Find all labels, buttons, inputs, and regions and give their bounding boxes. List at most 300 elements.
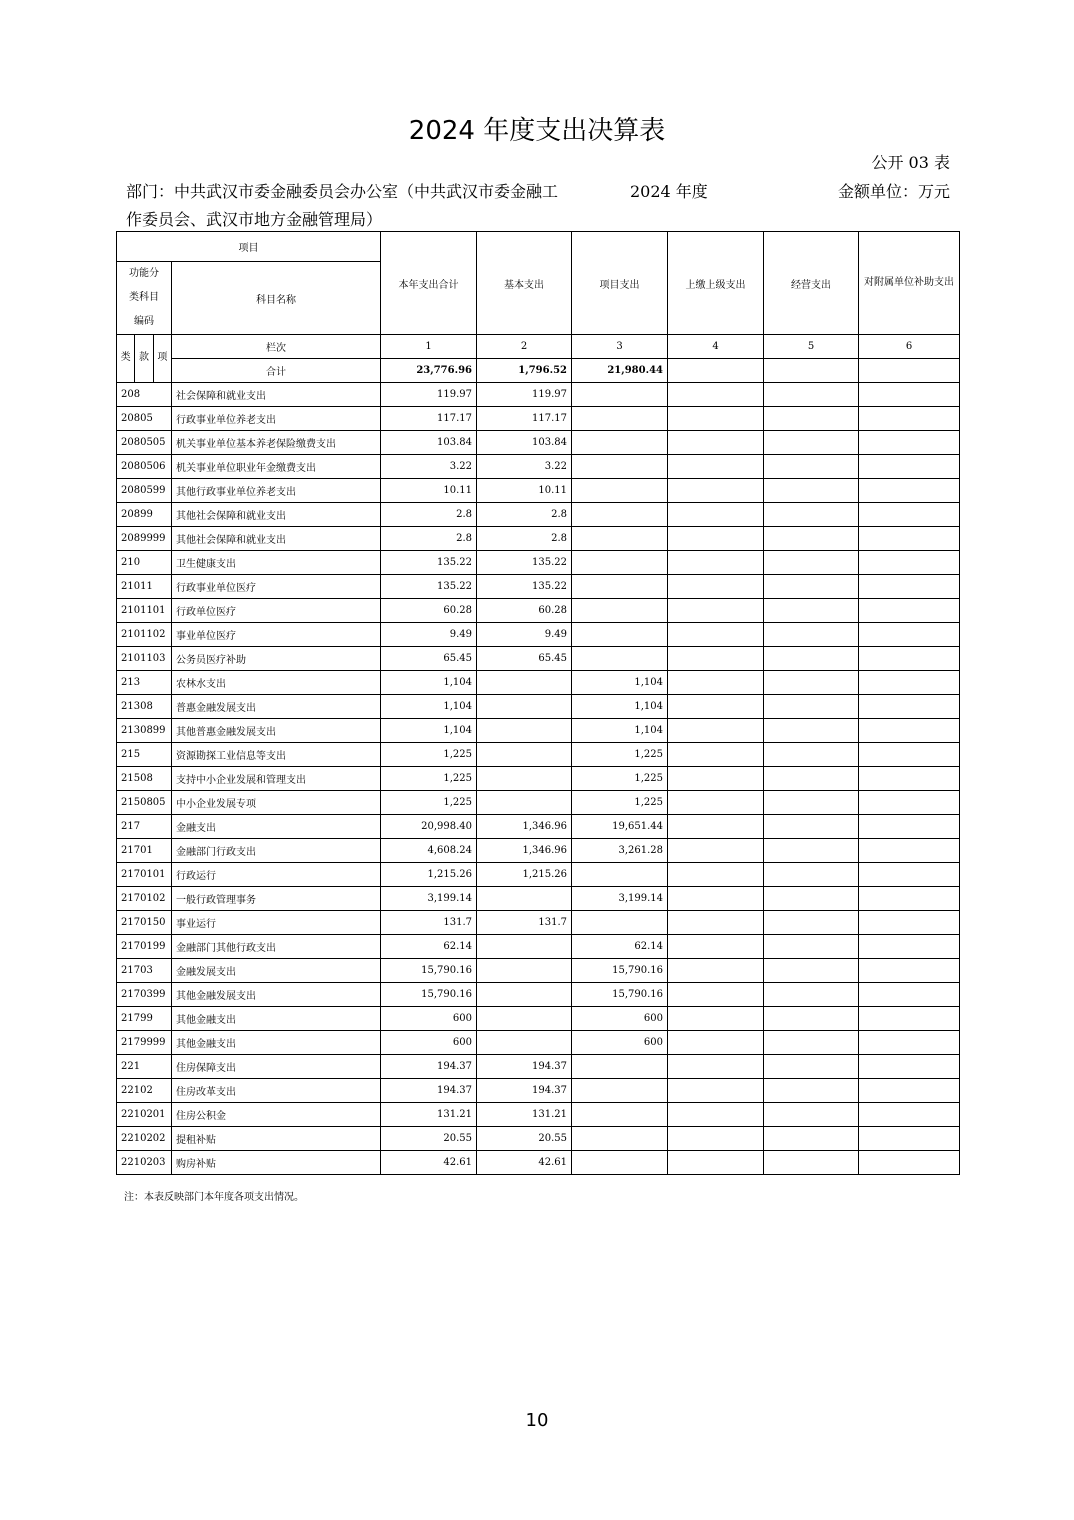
table-row — [117, 671, 960, 695]
row-project — [572, 527, 668, 551]
row-upper — [668, 383, 764, 407]
row-subsidy — [859, 863, 960, 887]
row-name: 其他金融支出 — [172, 1007, 381, 1031]
row-business — [764, 1103, 859, 1127]
row-code: 2089999 — [117, 527, 172, 551]
row-name: 支持中小企业发展和管理支出 — [172, 767, 381, 791]
row-code: 21308 — [117, 695, 172, 719]
row-basic: 135.22 — [477, 551, 572, 575]
row-business — [764, 1055, 859, 1079]
row-total: 2.8 — [381, 527, 477, 551]
row-project — [572, 551, 668, 575]
item-header: 项目 — [117, 232, 381, 262]
row-project: 19,651.44 — [572, 815, 668, 839]
row-total: 1,104 — [381, 671, 477, 695]
table-row — [117, 1055, 960, 1079]
row-basic: 20.55 — [477, 1127, 572, 1151]
row-project — [572, 1127, 668, 1151]
row-subsidy — [859, 911, 960, 935]
row-basic: 194.37 — [477, 1079, 572, 1103]
row-total: 600 — [381, 1031, 477, 1055]
row-subsidy — [859, 599, 960, 623]
row-total: 194.37 — [381, 1055, 477, 1079]
row-subsidy — [859, 671, 960, 695]
row-total: 600 — [381, 1007, 477, 1031]
row-project — [572, 623, 668, 647]
row-subsidy — [859, 623, 960, 647]
table-row — [117, 407, 960, 431]
row-total: 135.22 — [381, 551, 477, 575]
row-business — [764, 863, 859, 887]
row-total: 3,199.14 — [381, 887, 477, 911]
row-code: 2150805 — [117, 791, 172, 815]
row-subsidy — [859, 383, 960, 407]
row-basic: 119.97 — [477, 383, 572, 407]
row-upper — [668, 599, 764, 623]
table-row — [117, 695, 960, 719]
row-name: 住房改革支出 — [172, 1079, 381, 1103]
table-row — [117, 455, 960, 479]
row-total: 9.49 — [381, 623, 477, 647]
row-project — [572, 911, 668, 935]
row-upper — [668, 455, 764, 479]
row-total: 15,790.16 — [381, 959, 477, 983]
row-subsidy — [859, 575, 960, 599]
row-total: 10.11 — [381, 479, 477, 503]
row-upper — [668, 911, 764, 935]
row-basic — [477, 983, 572, 1007]
row-code: 2179999 — [117, 1031, 172, 1055]
row-basic — [477, 1031, 572, 1055]
row-basic: 194.37 — [477, 1055, 572, 1079]
row-name: 其他社会保障和就业支出 — [172, 503, 381, 527]
row-total: 119.97 — [381, 383, 477, 407]
row-subsidy — [859, 1079, 960, 1103]
row-project: 600 — [572, 1007, 668, 1031]
row-basic: 135.22 — [477, 575, 572, 599]
row-basic: 10.11 — [477, 479, 572, 503]
col-no-6: 6 — [859, 335, 960, 359]
row-basic: 2.8 — [477, 527, 572, 551]
expenditure-table-wrapper — [116, 231, 960, 1175]
row-name: 卫生健康支出 — [172, 551, 381, 575]
table-row — [117, 935, 960, 959]
table-number: 公开 03 表 — [871, 153, 950, 172]
row-code: 2170150 — [117, 911, 172, 935]
row-subsidy — [859, 407, 960, 431]
row-basic: 3.22 — [477, 455, 572, 479]
row-subsidy — [859, 503, 960, 527]
row-subsidy — [859, 1127, 960, 1151]
row-code: 2080505 — [117, 431, 172, 455]
row-name: 住房公积金 — [172, 1103, 381, 1127]
row-name: 社会保障和就业支出 — [172, 383, 381, 407]
page-title: 2024 年度支出决算表 — [408, 116, 666, 146]
row-project — [572, 431, 668, 455]
row-upper — [668, 863, 764, 887]
row-total: 1,225 — [381, 767, 477, 791]
row-name: 行政事业单位养老支出 — [172, 407, 381, 431]
row-project — [572, 455, 668, 479]
row-subsidy — [859, 887, 960, 911]
row-project: 1,225 — [572, 791, 668, 815]
row-business — [764, 407, 859, 431]
department-label: 部门：中共武汉市委金融委员会办公室（中共武汉市委金融工作委员会、武汉市地方金融管理局） — [126, 182, 559, 229]
row-total: 1,225 — [381, 791, 477, 815]
lei-kuan-xiang-header — [117, 335, 172, 383]
row-subsidy — [859, 767, 960, 791]
row-name: 行政运行 — [172, 863, 381, 887]
table-row — [117, 623, 960, 647]
row-name: 机关事业单位基本养老保险缴费支出 — [172, 431, 381, 455]
row-upper — [668, 719, 764, 743]
row-name: 一般行政管理事务 — [172, 887, 381, 911]
row-subsidy — [859, 455, 960, 479]
row-code: 2101101 — [117, 599, 172, 623]
total-project: 21,980.44 — [572, 359, 668, 383]
row-total: 1,104 — [381, 695, 477, 719]
row-upper — [668, 743, 764, 767]
row-project — [572, 503, 668, 527]
row-subsidy — [859, 647, 960, 671]
table-row — [117, 911, 960, 935]
row-code: 20899 — [117, 503, 172, 527]
fiscal-year: 2024 年度 — [630, 182, 708, 201]
total-subsidy — [859, 359, 960, 383]
row-total: 4,608.24 — [381, 839, 477, 863]
row-upper — [668, 647, 764, 671]
total-upper — [668, 359, 764, 383]
row-business — [764, 1127, 859, 1151]
table-row — [117, 863, 960, 887]
row-total: 20,998.40 — [381, 815, 477, 839]
row-business — [764, 1031, 859, 1055]
row-basic — [477, 767, 572, 791]
row-upper — [668, 1079, 764, 1103]
table-row — [117, 983, 960, 1007]
row-subsidy — [859, 1151, 960, 1175]
row-total: 1,215.26 — [381, 863, 477, 887]
lei-label: 类 — [117, 335, 135, 382]
row-business — [764, 599, 859, 623]
row-upper — [668, 1007, 764, 1031]
table-row — [117, 887, 960, 911]
row-code: 2210203 — [117, 1151, 172, 1175]
row-code: 2210202 — [117, 1127, 172, 1151]
row-upper — [668, 959, 764, 983]
row-total: 65.45 — [381, 647, 477, 671]
row-basic: 117.17 — [477, 407, 572, 431]
table-row — [117, 527, 960, 551]
row-upper — [668, 671, 764, 695]
row-total: 117.17 — [381, 407, 477, 431]
row-upper — [668, 815, 764, 839]
amount-unit: 金额单位：万元 — [837, 182, 950, 201]
row-subsidy — [859, 935, 960, 959]
row-project — [572, 863, 668, 887]
row-code: 2170399 — [117, 983, 172, 1007]
table-row — [117, 791, 960, 815]
row-upper — [668, 479, 764, 503]
row-basic: 2.8 — [477, 503, 572, 527]
table-row — [117, 1079, 960, 1103]
table-row — [117, 719, 960, 743]
row-code: 2210201 — [117, 1103, 172, 1127]
row-business — [764, 887, 859, 911]
table-row — [117, 383, 960, 407]
row-code: 2170199 — [117, 935, 172, 959]
row-name: 事业运行 — [172, 911, 381, 935]
row-project — [572, 599, 668, 623]
row-subsidy — [859, 959, 960, 983]
row-business — [764, 527, 859, 551]
row-name: 其他行政事业单位养老支出 — [172, 479, 381, 503]
row-upper — [668, 839, 764, 863]
total-business — [764, 359, 859, 383]
row-code: 2101103 — [117, 647, 172, 671]
row-business — [764, 983, 859, 1007]
expenditure-table — [116, 231, 960, 1175]
row-project: 15,790.16 — [572, 983, 668, 1007]
row-upper — [668, 1103, 764, 1127]
table-row — [117, 767, 960, 791]
row-upper — [668, 1055, 764, 1079]
row-upper — [668, 791, 764, 815]
row-basic: 131.21 — [477, 1103, 572, 1127]
row-total: 60.28 — [381, 599, 477, 623]
row-business — [764, 551, 859, 575]
row-subsidy — [859, 815, 960, 839]
row-project: 1,225 — [572, 743, 668, 767]
row-name: 其他普惠金融发展支出 — [172, 719, 381, 743]
row-name: 其他金融支出 — [172, 1031, 381, 1055]
table-row — [117, 815, 960, 839]
row-code: 2170101 — [117, 863, 172, 887]
table-row — [117, 575, 960, 599]
row-upper — [668, 1127, 764, 1151]
row-upper — [668, 983, 764, 1007]
table-row — [117, 1151, 960, 1175]
subject-name-header: 科目名称 — [172, 262, 381, 335]
row-basic — [477, 791, 572, 815]
row-business — [764, 383, 859, 407]
row-subsidy — [859, 719, 960, 743]
row-subsidy — [859, 1055, 960, 1079]
row-name: 其他社会保障和就业支出 — [172, 527, 381, 551]
row-basic — [477, 695, 572, 719]
col-business-header: 经营支出 — [764, 232, 859, 335]
row-project — [572, 1151, 668, 1175]
table-row — [117, 599, 960, 623]
row-business — [764, 479, 859, 503]
row-total: 42.61 — [381, 1151, 477, 1175]
row-business — [764, 1079, 859, 1103]
row-name: 公务员医疗补助 — [172, 647, 381, 671]
row-basic: 1,346.96 — [477, 839, 572, 863]
row-total: 62.14 — [381, 935, 477, 959]
row-code: 2080599 — [117, 479, 172, 503]
total-all: 23,776.96 — [381, 359, 477, 383]
total-basic: 1,796.52 — [477, 359, 572, 383]
row-subsidy — [859, 791, 960, 815]
row-name: 机关事业单位职业年金缴费支出 — [172, 455, 381, 479]
col-subsidy-header: 对附属单位补助支出 — [859, 232, 960, 335]
row-subsidy — [859, 839, 960, 863]
row-basic: 9.49 — [477, 623, 572, 647]
row-project: 1,104 — [572, 671, 668, 695]
row-basic: 131.7 — [477, 911, 572, 935]
row-upper — [668, 503, 764, 527]
row-upper — [668, 623, 764, 647]
row-project — [572, 479, 668, 503]
row-name: 提租补贴 — [172, 1127, 381, 1151]
row-basic — [477, 719, 572, 743]
row-code: 210 — [117, 551, 172, 575]
row-upper — [668, 935, 764, 959]
row-basic — [477, 887, 572, 911]
row-business — [764, 455, 859, 479]
row-name: 中小企业发展专项 — [172, 791, 381, 815]
col-project-header: 项目支出 — [572, 232, 668, 335]
row-name: 金融发展支出 — [172, 959, 381, 983]
row-total: 2.8 — [381, 503, 477, 527]
row-code: 217 — [117, 815, 172, 839]
row-project: 600 — [572, 1031, 668, 1055]
row-project — [572, 407, 668, 431]
row-project: 1,225 — [572, 767, 668, 791]
row-business — [764, 503, 859, 527]
row-name: 普惠金融发展支出 — [172, 695, 381, 719]
col-no-5: 5 — [764, 335, 859, 359]
row-name: 行政事业单位医疗 — [172, 575, 381, 599]
total-label: 合计 — [172, 359, 381, 383]
row-upper — [668, 695, 764, 719]
col-upper-header: 上缴上级支出 — [668, 232, 764, 335]
col-no-3: 3 — [572, 335, 668, 359]
row-basic — [477, 743, 572, 767]
row-project: 3,199.14 — [572, 887, 668, 911]
row-project — [572, 383, 668, 407]
row-basic: 42.61 — [477, 1151, 572, 1175]
row-business — [764, 935, 859, 959]
table-row — [117, 1031, 960, 1055]
row-name: 行政单位医疗 — [172, 599, 381, 623]
row-total: 15,790.16 — [381, 983, 477, 1007]
row-upper — [668, 575, 764, 599]
row-upper — [668, 1031, 764, 1055]
row-subsidy — [859, 983, 960, 1007]
row-subsidy — [859, 431, 960, 455]
row-business — [764, 695, 859, 719]
row-business — [764, 671, 859, 695]
table-row — [117, 743, 960, 767]
row-business — [764, 791, 859, 815]
row-project — [572, 1055, 668, 1079]
row-project — [572, 575, 668, 599]
row-name: 农林水支出 — [172, 671, 381, 695]
row-project — [572, 1079, 668, 1103]
row-code: 21011 — [117, 575, 172, 599]
row-business — [764, 719, 859, 743]
row-project: 1,104 — [572, 695, 668, 719]
kuan-label: 款 — [135, 335, 153, 382]
row-total: 1,225 — [381, 743, 477, 767]
row-code: 21701 — [117, 839, 172, 863]
page-number: 10 — [525, 1410, 549, 1431]
row-business — [764, 647, 859, 671]
row-code: 21799 — [117, 1007, 172, 1031]
row-project: 15,790.16 — [572, 959, 668, 983]
row-subsidy — [859, 1007, 960, 1031]
row-subsidy — [859, 1103, 960, 1127]
row-project: 62.14 — [572, 935, 668, 959]
col-no-4: 4 — [668, 335, 764, 359]
table-row — [117, 431, 960, 455]
row-upper — [668, 527, 764, 551]
row-basic: 103.84 — [477, 431, 572, 455]
row-subsidy — [859, 695, 960, 719]
row-business — [764, 431, 859, 455]
row-upper — [668, 767, 764, 791]
func-code-header: 功能分类科目编码 — [117, 262, 172, 335]
row-business — [764, 1151, 859, 1175]
row-total: 1,104 — [381, 719, 477, 743]
row-name: 购房补贴 — [172, 1151, 381, 1175]
table-row — [117, 959, 960, 983]
row-business — [764, 623, 859, 647]
row-upper — [668, 551, 764, 575]
row-total: 20.55 — [381, 1127, 477, 1151]
row-subsidy — [859, 551, 960, 575]
row-project — [572, 1103, 668, 1127]
row-total: 3.22 — [381, 455, 477, 479]
row-business — [764, 839, 859, 863]
row-code: 215 — [117, 743, 172, 767]
col-basic-header: 基本支出 — [477, 232, 572, 335]
row-code: 221 — [117, 1055, 172, 1079]
row-name: 事业单位医疗 — [172, 623, 381, 647]
row-business — [764, 911, 859, 935]
row-total: 131.7 — [381, 911, 477, 935]
table-row — [117, 551, 960, 575]
table-row — [117, 479, 960, 503]
row-project: 1,104 — [572, 719, 668, 743]
row-code: 213 — [117, 671, 172, 695]
row-total: 194.37 — [381, 1079, 477, 1103]
row-code: 21508 — [117, 767, 172, 791]
row-code: 22102 — [117, 1079, 172, 1103]
row-basic: 1,346.96 — [477, 815, 572, 839]
table-row — [117, 1127, 960, 1151]
row-code: 20805 — [117, 407, 172, 431]
row-business — [764, 575, 859, 599]
row-name: 住房保障支出 — [172, 1055, 381, 1079]
row-basic: 65.45 — [477, 647, 572, 671]
row-code: 208 — [117, 383, 172, 407]
row-business — [764, 743, 859, 767]
row-business — [764, 959, 859, 983]
row-subsidy — [859, 743, 960, 767]
row-basic — [477, 935, 572, 959]
row-code: 21703 — [117, 959, 172, 983]
row-basic: 1,215.26 — [477, 863, 572, 887]
table-note: 注：本表反映部门本年度各项支出情况。 — [124, 1192, 304, 1203]
row-business — [764, 1007, 859, 1031]
table-row — [117, 1007, 960, 1031]
row-basic: 60.28 — [477, 599, 572, 623]
row-upper — [668, 887, 764, 911]
col-total-header: 本年支出合计 — [381, 232, 477, 335]
